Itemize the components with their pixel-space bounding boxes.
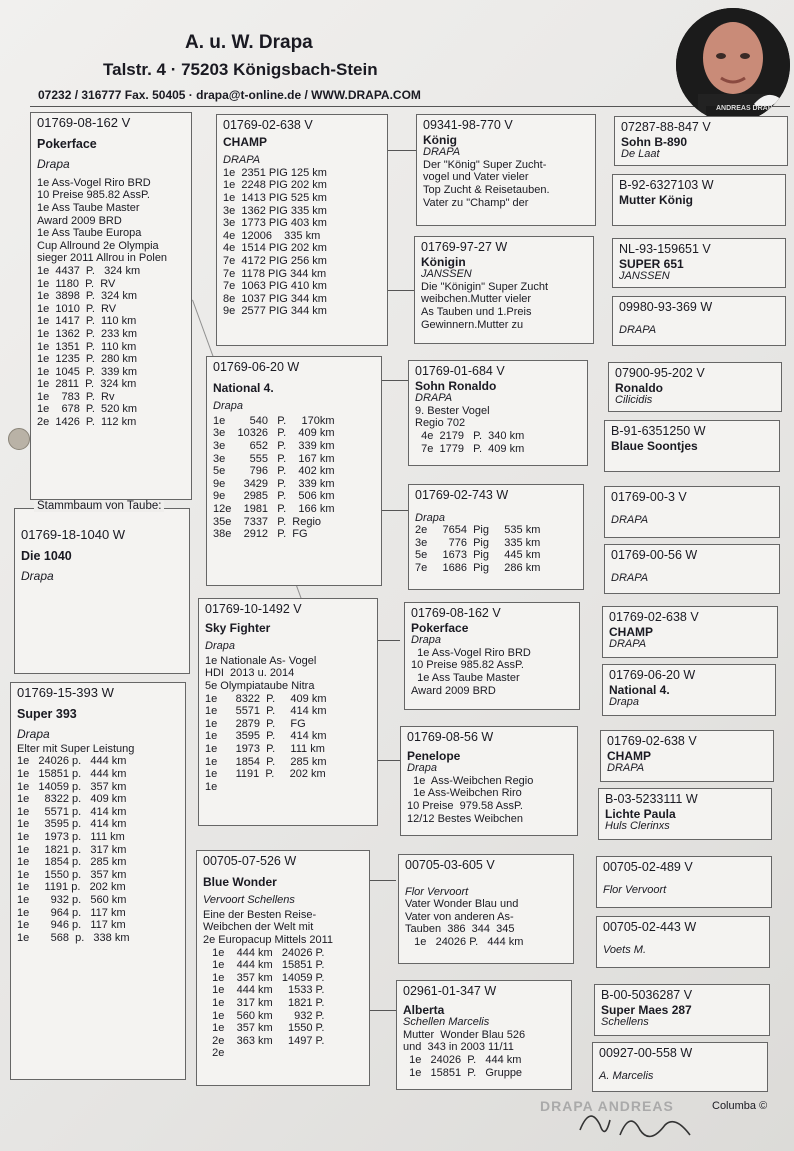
pigeon-card-g3[interactable] bbox=[398, 854, 574, 964]
results-line: 12/12 Bestes Weibchen bbox=[407, 812, 523, 825]
columba-credit: Columba © bbox=[712, 1100, 768, 1112]
pigeon-card-g2[interactable] bbox=[216, 114, 388, 346]
ring-number: 09980-93-369 W bbox=[619, 300, 713, 314]
pigeon-name: Super 393 bbox=[17, 706, 77, 721]
connector bbox=[388, 150, 416, 151]
results-line: 1e 1191 P. 202 km bbox=[205, 768, 326, 781]
results-line: Die "Königin" Super Zucht bbox=[421, 280, 549, 293]
pigeon-name: Mutter König bbox=[619, 192, 693, 207]
ring-number: 01769-02-638 V bbox=[609, 610, 699, 624]
breeder: De Laat bbox=[621, 148, 660, 161]
results-line: 10 Preise 985.82 AssP. bbox=[37, 189, 150, 202]
results-line: 1e 5571 P. 414 km bbox=[205, 705, 327, 718]
results-line: 9e 2985 P. 506 km bbox=[213, 490, 335, 503]
results-line: 1e 946 p. 117 km bbox=[17, 919, 126, 932]
results-line: 1e Ass-Weibchen Riro bbox=[407, 787, 522, 800]
results-line: Tauben 386 344 345 bbox=[405, 923, 515, 936]
results-line: 1e 1854 P. 285 km bbox=[205, 755, 327, 768]
results-line: 1e 3595 p. 414 km bbox=[17, 818, 127, 831]
pigeon-card-g2[interactable] bbox=[198, 598, 378, 826]
ring-number: 01769-10-1492 V bbox=[205, 602, 302, 616]
pigeon-card-g4[interactable] bbox=[608, 362, 782, 412]
ring-number: 07287-88-847 V bbox=[621, 120, 711, 134]
ring-number: B-00-5036287 V bbox=[601, 988, 693, 1002]
results-line: 1e 2879 P. FG bbox=[205, 717, 306, 730]
ring-number: 00927-00-558 W bbox=[599, 1046, 693, 1060]
results-line: 5e Olympiataube Nitra bbox=[205, 679, 315, 692]
results-line: 1e 4437 P. 324 km bbox=[37, 264, 141, 277]
ring-number: 01769-97-27 W bbox=[421, 240, 508, 254]
breeder: JANSSEN bbox=[619, 270, 670, 283]
results-line: 1e 932 p. 560 km bbox=[17, 893, 127, 906]
pigeon-name: Königin bbox=[421, 254, 466, 269]
results-line: 1e 1362 P. 233 km bbox=[37, 327, 138, 340]
results-line: 1e 14059 p. 357 km bbox=[17, 780, 127, 793]
breeder: Drapa bbox=[17, 727, 50, 742]
pigeon-card-dam[interactable] bbox=[10, 682, 186, 1080]
results-line: 4e 2179 P. 340 km bbox=[415, 429, 525, 442]
ring-number: 01769-00-56 W bbox=[611, 548, 698, 562]
results-line: 1e 3595 P. 414 km bbox=[205, 730, 327, 743]
pigeon-card-g3[interactable] bbox=[404, 602, 580, 710]
breeder: DRAPA bbox=[423, 146, 461, 159]
results-line: Weibchen der Welt mit bbox=[203, 921, 314, 934]
results-line: 1e 560 km 932 P. bbox=[203, 1009, 325, 1022]
results-line: Award 2009 BRD bbox=[411, 684, 496, 697]
results-line: 1e Ass-Vogel Riro BRD bbox=[37, 176, 151, 189]
pigeon-name: Sohn B-890 bbox=[621, 134, 688, 149]
results-line: 1e 317 km 1821 P. bbox=[203, 996, 325, 1009]
pigeon-card-g4[interactable] bbox=[612, 174, 786, 226]
results-line: 1e 1973 P. 111 km bbox=[205, 742, 325, 755]
results-line: 1e 444 km 24026 P. bbox=[203, 946, 325, 959]
breeder: DRAPA bbox=[611, 513, 649, 526]
results-line: Mutter Wonder Blau 526 bbox=[403, 1028, 526, 1041]
breeder: Schellens bbox=[601, 1016, 649, 1029]
results-line: 1e 24026 P. 444 km bbox=[403, 1053, 522, 1066]
pigeon-name: National 4. bbox=[609, 682, 670, 697]
results-line: sieger 2011 Allrou in Polen bbox=[37, 252, 168, 265]
ring-number: 00705-03-605 V bbox=[405, 858, 495, 872]
pigeon-card-g4[interactable] bbox=[612, 238, 786, 288]
results-line: Eine der Besten Reise- bbox=[203, 908, 317, 921]
results-line: 1e Ass Taube Master bbox=[411, 671, 520, 684]
connector bbox=[382, 510, 408, 511]
results-line: 7e 1686 Pig 286 km bbox=[415, 561, 541, 574]
pigeon-card-g4[interactable] bbox=[604, 486, 780, 538]
results-line: und 343 in 2003 11/11 bbox=[403, 1041, 514, 1054]
results-line: 1e 783 P. Rv bbox=[37, 390, 115, 403]
pigeon-card-g3[interactable] bbox=[416, 114, 596, 226]
results-line: 1e 568 p. 338 km bbox=[17, 931, 130, 944]
results-line: 1e 357 km 1550 P. bbox=[203, 1022, 325, 1035]
pigeon-name: Pokerface bbox=[37, 136, 97, 151]
pigeon-name: CHAMP bbox=[609, 624, 653, 639]
ring-number: 01769-06-20 W bbox=[609, 668, 696, 682]
breeder: Vervoort Schellens bbox=[203, 894, 295, 907]
pigeon-name: Sky Fighter bbox=[205, 620, 271, 635]
breeder: DRAPA bbox=[609, 638, 647, 651]
results-line: 7e 4172 PIG 256 km bbox=[223, 254, 327, 267]
ring-number: B-92-6327103 W bbox=[619, 178, 714, 192]
pigeon-card-subject[interactable] bbox=[14, 508, 190, 674]
ring-number: 01769-15-393 W bbox=[17, 685, 114, 700]
results-line: 3e 1773 PIG 403 km bbox=[223, 217, 327, 230]
results-line: 10 Preise 985.82 AssP. bbox=[411, 659, 524, 672]
breeder: Drapa bbox=[205, 640, 235, 653]
pigeon-card-g3[interactable] bbox=[396, 980, 572, 1090]
results-line: 1e 540 P. 170km bbox=[213, 414, 335, 427]
ring-number: B-91-6351250 W bbox=[611, 424, 706, 438]
results-line: 2e Europacup Mittels 2011 bbox=[203, 933, 334, 946]
pigeon-card-g4[interactable] bbox=[598, 788, 772, 840]
results-line: 5e 1673 Pig 445 km bbox=[415, 549, 541, 562]
connector bbox=[370, 880, 396, 881]
results-line: 3e 555 P. 167 km bbox=[213, 452, 335, 465]
results-line: 1e 1550 p. 357 km bbox=[17, 868, 127, 881]
results-line: 1e 15851 p. 444 km bbox=[17, 767, 127, 780]
results-line: Top Zucht & Reisetauben. bbox=[423, 183, 550, 196]
breeder: Cilicidis bbox=[615, 394, 653, 407]
results-line: 1e bbox=[205, 780, 218, 793]
results-line: 9e 3429 P. 339 km bbox=[213, 477, 335, 490]
pigeon-card-g4[interactable] bbox=[604, 544, 780, 594]
results-line: 1e 15851 P. Gruppe bbox=[403, 1066, 523, 1079]
results-line: 12e 1981 P. 166 km bbox=[213, 502, 335, 515]
pigeon-card-g3[interactable] bbox=[408, 360, 588, 466]
pigeon-name: Blue Wonder bbox=[203, 874, 277, 889]
pigeon-card-g4[interactable] bbox=[594, 984, 770, 1036]
connector bbox=[388, 290, 416, 291]
pigeon-card-g4[interactable] bbox=[602, 664, 776, 716]
ring-number: 01769-02-638 V bbox=[607, 734, 697, 748]
results-line: vogel und Vater vieler bbox=[423, 171, 529, 184]
results-line: As Tauben und 1.Preis bbox=[421, 305, 532, 318]
results-line: 4e 1514 PIG 202 km bbox=[223, 242, 327, 255]
results-line: Vater von anderen As- bbox=[405, 910, 514, 923]
results-line: 1e 1417 P. 110 km bbox=[37, 315, 137, 328]
results-line: Cup Allround 2e Olympia bbox=[37, 239, 159, 252]
ring-number: 01769-08-162 V bbox=[37, 115, 131, 130]
breeder: Flor Vervoort bbox=[405, 885, 469, 898]
results-line: 1e 1821 p. 317 km bbox=[17, 843, 127, 856]
punch-hole bbox=[8, 428, 30, 450]
pigeon-name: National 4. bbox=[213, 380, 274, 395]
pigeon-card-g3[interactable] bbox=[414, 236, 594, 344]
results-line: 38e 2912 P. FG bbox=[213, 528, 308, 541]
pigeon-name: CHAMP bbox=[223, 134, 267, 149]
pigeon-name: Ronaldo bbox=[615, 380, 663, 395]
pigeon-card-g4[interactable] bbox=[604, 420, 780, 472]
breeder: DRAPA bbox=[607, 762, 645, 775]
stammbaum-label: Stammbaum von Taube: bbox=[34, 500, 164, 512]
ring-number: 00705-02-489 V bbox=[603, 860, 693, 874]
results-line: 35e 7337 P. Regio bbox=[213, 515, 322, 528]
loft-contact: 07232 / 316777 Fax. 50405 · drapa@t-online.de / WWW.DRAPA.COM bbox=[38, 88, 421, 102]
logo-text: ANDREAS DRAPA bbox=[716, 105, 777, 112]
results-line: 8e 1037 PIG 344 km bbox=[223, 292, 327, 305]
pigeon-name: Penelope bbox=[407, 748, 461, 763]
results-line: 1e 2248 PIG 202 km bbox=[223, 179, 327, 192]
results-line: Gewinnern.Mutter zu bbox=[421, 318, 524, 331]
ring-number: 01769-08-162 V bbox=[411, 606, 501, 620]
results-line: 1e Ass-Weibchen Regio bbox=[407, 774, 534, 787]
ring-number: 01769-02-638 V bbox=[223, 118, 313, 132]
results-line: 1e 1010 P. RV bbox=[37, 302, 117, 315]
ring-number: 00705-02-443 W bbox=[603, 920, 697, 934]
results-line: Award 2009 BRD bbox=[37, 214, 122, 227]
breeder: Drapa bbox=[213, 400, 243, 413]
results-line: Der "König" Super Zucht- bbox=[423, 158, 547, 171]
pigeon-card-g3[interactable] bbox=[400, 726, 578, 836]
owner-photo-logo bbox=[676, 8, 790, 122]
results-line: 1e 5571 p. 414 km bbox=[17, 805, 127, 818]
breeder: Drapa bbox=[21, 569, 54, 584]
loft-name: A. u. W. Drapa bbox=[185, 32, 313, 53]
pigeon-card-g4[interactable] bbox=[596, 856, 772, 908]
results-line: Elter mit Super Leistung bbox=[17, 742, 135, 755]
results-line: 1e Nationale As- Vogel bbox=[205, 654, 317, 667]
pigeon-name: Super Maes 287 bbox=[601, 1002, 692, 1017]
results-line: 1e 8322 p. 409 km bbox=[17, 793, 127, 806]
header-divider bbox=[30, 106, 790, 107]
pigeon-card-g4[interactable] bbox=[602, 606, 778, 658]
ring-number: 01769-18-1040 W bbox=[21, 527, 126, 542]
results-line: 1e 2351 PIG 125 km bbox=[223, 166, 327, 179]
breeder: Flor Vervoort bbox=[603, 883, 667, 896]
ring-number: 00705-07-526 W bbox=[203, 854, 297, 868]
breeder: Drapa bbox=[37, 157, 70, 172]
results-line: 1e 2811 P. 324 km bbox=[37, 378, 137, 391]
results-line: 1e Ass-Vogel Riro BRD bbox=[411, 646, 531, 659]
pigeon-name: König bbox=[423, 132, 457, 147]
results-line: 1e Ass Taube Master bbox=[37, 201, 140, 214]
breeder: DRAPA bbox=[415, 392, 453, 405]
results-line: 1e 8322 P. 409 km bbox=[205, 692, 327, 705]
pigeon-card-g4[interactable] bbox=[612, 296, 786, 346]
results-line: 1e 1045 P. 339 km bbox=[37, 365, 138, 378]
breeder: Drapa bbox=[407, 762, 437, 775]
results-line: 1e Ass Taube Europa bbox=[37, 227, 142, 240]
pigeon-name: Sohn Ronaldo bbox=[415, 378, 497, 393]
pigeon-name: CHAMP bbox=[607, 748, 651, 763]
results-line: 2e 7654 Pig 535 km bbox=[415, 524, 541, 537]
results-line: 1e 444 km 1533 P. bbox=[203, 984, 325, 997]
pigeon-card-g2[interactable] bbox=[206, 356, 382, 586]
results-line: 7e 1178 PIG 344 km bbox=[223, 267, 327, 280]
pigeon-card-g3[interactable] bbox=[408, 484, 584, 590]
results-line: 10 Preise 979.58 AssP. bbox=[407, 799, 523, 812]
pigeon-name: Blaue Soontjes bbox=[611, 438, 698, 453]
pigeon-name: Pokerface bbox=[411, 620, 469, 635]
pigeon-card-g4[interactable] bbox=[592, 1042, 768, 1092]
pigeon-card-g4[interactable] bbox=[596, 916, 770, 968]
results-line: 2e bbox=[203, 1047, 225, 1060]
breeder: DRAPA bbox=[619, 323, 657, 336]
results-line: 9e 2577 PIG 344 km bbox=[223, 305, 327, 318]
results-line: 1e 678 P. 520 km bbox=[37, 403, 138, 416]
results-line: Regio 702 bbox=[415, 417, 466, 430]
pigeon-name: SUPER 651 bbox=[619, 256, 684, 271]
breeder: JANSSEN bbox=[421, 268, 472, 281]
breeder: Schellen Marcelis bbox=[403, 1016, 490, 1029]
connector bbox=[378, 760, 400, 761]
pigeon-name: Die 1040 bbox=[21, 548, 72, 563]
breeder: DRAPA bbox=[223, 154, 261, 167]
connector bbox=[378, 640, 400, 641]
breeder: A. Marcelis bbox=[599, 1069, 654, 1082]
pigeon-card-g4[interactable] bbox=[600, 730, 774, 782]
ring-number: 01769-08-56 W bbox=[407, 730, 494, 744]
results-line: weibchen.Mutter vieler bbox=[421, 293, 532, 306]
results-line: 3e 10326 P. 409 km bbox=[213, 427, 335, 440]
results-line: 1e 1973 p. 111 km bbox=[17, 830, 125, 843]
pigeon-card-main[interactable] bbox=[30, 112, 192, 500]
results-line: 1e 24026 P. 444 km bbox=[405, 935, 524, 948]
results-line: Vater zu "Champ" der bbox=[423, 196, 529, 209]
ring-number: 07900-95-202 V bbox=[615, 366, 705, 380]
loft-address: Talstr. 4 · 75203 Königsbach-Stein bbox=[103, 60, 378, 79]
results-line: 1e 357 km 14059 P. bbox=[203, 971, 325, 984]
results-line: 3e 1362 PIG 335 km bbox=[223, 204, 327, 217]
results-line: 4e 12006 335 km bbox=[223, 229, 321, 242]
results-line: 5e 796 P. 402 km bbox=[213, 465, 335, 478]
signature-icon bbox=[570, 1100, 700, 1148]
results-line: 1e 3898 P. 324 km bbox=[37, 290, 138, 303]
pigeon-card-g4[interactable] bbox=[614, 116, 788, 166]
results-line: 1e 24026 p. 444 km bbox=[17, 755, 127, 768]
results-line: 9. Bester Vogel bbox=[415, 404, 490, 417]
ring-number: 02961-01-347 W bbox=[403, 984, 497, 998]
results-line: 2e 1426 P. 112 km bbox=[37, 416, 137, 429]
breeder: DRAPA bbox=[611, 571, 649, 584]
ring-number: B-03-5233111 W bbox=[605, 792, 698, 806]
connector bbox=[382, 380, 408, 381]
ring-number: 01769-02-743 W bbox=[415, 488, 509, 502]
results-line: 7e 1779 P. 409 km bbox=[415, 442, 525, 455]
results-line: 7e 1063 PIG 410 km bbox=[223, 280, 327, 293]
results-line: 1e 1854 p. 285 km bbox=[17, 856, 127, 869]
pigeon-card-g2[interactable] bbox=[196, 850, 370, 1086]
ring-number: NL-93-159651 V bbox=[619, 242, 711, 256]
ring-number: 01769-01-684 V bbox=[415, 364, 505, 378]
results-line: 1e 1191 p. 202 km bbox=[17, 881, 126, 894]
ring-number: 01769-06-20 W bbox=[213, 360, 300, 374]
connector bbox=[370, 1010, 396, 1011]
pigeon-name: Lichte Paula bbox=[605, 806, 676, 821]
results-line: 1e 444 km 15851 P. bbox=[203, 959, 325, 972]
results-line: 1e 1351 P. 110 km bbox=[37, 340, 137, 353]
results-line: 1e 964 p. 117 km bbox=[17, 906, 126, 919]
results-line: Vater Wonder Blau und bbox=[405, 898, 519, 911]
breeder: Drapa bbox=[411, 634, 441, 647]
breeder: Drapa bbox=[609, 696, 639, 709]
breeder: Voets M. bbox=[603, 943, 646, 956]
results-line: 2e 363 km 1497 P. bbox=[203, 1034, 325, 1047]
results-line: HDI 2013 u. 2014 bbox=[205, 667, 295, 680]
breeder: Drapa bbox=[415, 511, 445, 524]
results-line: 1e 1235 P. 280 km bbox=[37, 353, 138, 366]
pigeon-name: Alberta bbox=[403, 1002, 445, 1017]
ring-number: 09341-98-770 V bbox=[423, 118, 513, 132]
loft-stamp: DRAPA ANDREAS bbox=[540, 1098, 674, 1114]
results-line: 1e 1413 PIG 525 km bbox=[223, 191, 327, 204]
results-line: 1e 1180 P. RV bbox=[37, 277, 116, 290]
results-line: 3e 776 Pig 335 km bbox=[415, 536, 541, 549]
breeder: Huls Clerinxs bbox=[605, 820, 670, 833]
ring-number: 01769-00-3 V bbox=[611, 490, 687, 504]
results-line: 3e 652 P. 339 km bbox=[213, 439, 335, 452]
